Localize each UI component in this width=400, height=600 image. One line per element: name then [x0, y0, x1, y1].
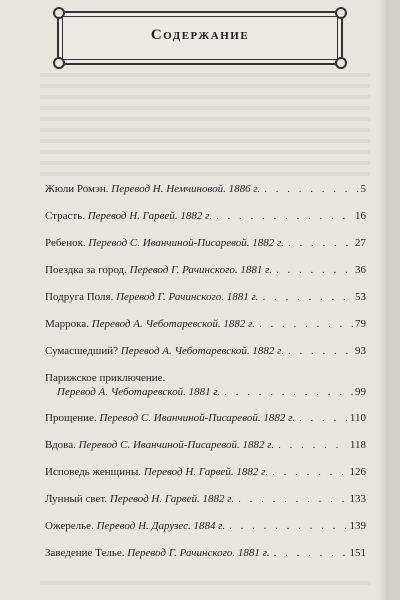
translator-credit: Перевод А. Чеботаревской. 1882 г.: [120, 345, 285, 357]
frame-corner-ornament: [53, 57, 65, 69]
frame-corner-ornament: [53, 7, 65, 19]
frame-corner-ornament: [335, 7, 347, 19]
table-of-contents: [45, 182, 366, 573]
translator-credit: Перевод Н. Гарвей. 1882 г.: [109, 493, 235, 505]
toc-entry: [45, 465, 366, 479]
story-title: Заведение Телье.: [45, 547, 125, 559]
story-title: Исповедь женщины.: [45, 466, 142, 478]
toc-entry: [45, 371, 366, 399]
translator-credit: Перевод С. Иванчиной-Писаревой. 1882 г.: [99, 412, 295, 424]
dot-leader: [238, 492, 347, 506]
dot-leader: [288, 344, 353, 358]
translator-credit: Перевод С. Иванчиной-Писаревой. 1882 г.: [78, 439, 275, 451]
contents-title: Содержание: [150, 27, 250, 43]
page-number: 79: [355, 318, 366, 330]
page-number: 36: [355, 264, 366, 276]
dot-leader: [274, 546, 348, 560]
dot-leader: [288, 236, 353, 250]
page-number: 110: [349, 412, 366, 424]
translator-credit: Перевод А. Чеботаревской. 1881 г.: [57, 386, 221, 398]
toc-entry: [45, 209, 366, 223]
toc-entry: [45, 438, 366, 452]
dot-leader: [262, 290, 353, 304]
dot-leader: [216, 209, 353, 223]
page-number: 53: [355, 291, 366, 303]
bleed-through-text: [40, 66, 370, 178]
dot-leader: [299, 411, 348, 425]
story-title: Вдова.: [45, 439, 76, 451]
story-title: Страсть.: [45, 210, 85, 222]
story-title: Подруга Поля.: [45, 291, 114, 303]
page-number: 133: [349, 493, 366, 505]
dot-leader: [224, 385, 353, 399]
toc-entry: [45, 182, 366, 196]
story-title: Маррока.: [45, 318, 89, 330]
dot-leader: [264, 182, 358, 196]
story-title: Ожерелье.: [45, 520, 94, 532]
toc-entry: [45, 546, 366, 560]
toc-entry: [45, 344, 366, 358]
translator-credit: Перевод Г. Рачинского. 1881 г.: [116, 291, 259, 303]
page-number: 99: [355, 386, 366, 398]
page-number: 139: [349, 520, 366, 532]
translator-credit: Перевод Г. Рачинского. 1881 г.: [129, 264, 273, 276]
toc-entry: [45, 236, 366, 250]
frame-corner-ornament: [335, 57, 347, 69]
page-number: 93: [355, 345, 366, 357]
translator-credit: Перевод А. Чеботаревской. 1882 г.: [91, 318, 256, 330]
page-number: 5: [360, 183, 366, 195]
story-title: Сумасшедший?: [45, 345, 118, 357]
page-number: 27: [355, 237, 366, 249]
bleed-through-text-bottom: [40, 574, 370, 592]
translator-credit: Перевод Н. Немчиновой. 1886 г.: [111, 183, 261, 195]
story-title: Прощение.: [45, 412, 97, 424]
page-number: 118: [349, 439, 366, 451]
toc-entry: [45, 263, 366, 277]
story-title: Жюли Ромэн.: [45, 183, 109, 195]
translator-credit: Перевод Г. Рачинского. 1881 г.: [127, 547, 270, 559]
dot-leader: [276, 263, 353, 277]
toc-entry: [45, 317, 366, 331]
toc-entry: [45, 492, 366, 506]
dot-leader: [278, 438, 348, 452]
story-title: Лунный свет.: [45, 493, 108, 505]
page-number: 126: [349, 466, 366, 478]
dot-leader: [229, 519, 347, 533]
translator-credit: Перевод С. Иванчиной-Писаревой. 1882 г.: [88, 237, 284, 249]
toc-entry: [45, 519, 366, 533]
toc-entry: [45, 290, 366, 304]
translator-credit: Перевод Н. Гарвей. 1882 г.: [87, 210, 212, 222]
story-title: Поездка за город.: [45, 264, 127, 276]
translator-credit: Перевод Н. Дарузес. 1884 г.: [96, 520, 226, 532]
contents-header-frame: [57, 11, 343, 65]
page-number: 151: [349, 547, 366, 559]
dot-leader: [259, 317, 353, 331]
toc-entry: [45, 411, 366, 425]
story-title: Парижское приключение.: [45, 372, 166, 384]
story-title: Ребенок.: [45, 237, 86, 249]
dot-leader: [272, 465, 347, 479]
translator-credit: Перевод Н. Гарвей. 1882 г.: [143, 466, 269, 478]
page-number: 16: [355, 210, 366, 222]
